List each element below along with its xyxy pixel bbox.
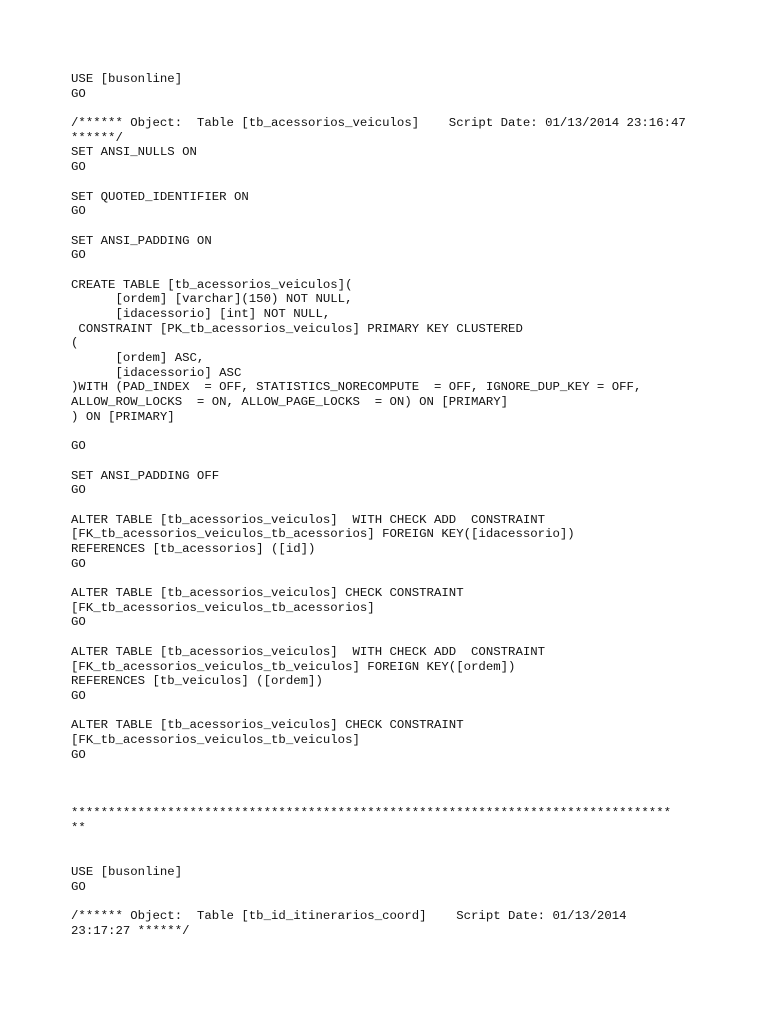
code-line xyxy=(71,895,711,910)
code-line: ALTER TABLE [tb_acessorios_veiculos] CHECK CONSTRAINT xyxy=(71,718,464,733)
code-line: GO xyxy=(71,248,86,263)
code-line: ( xyxy=(71,336,79,351)
code-line: /****** Object: Table [tb_id_itinerarios_coord] Script Date: 01/13/2014 xyxy=(71,909,627,924)
code-line xyxy=(71,454,711,469)
code-line xyxy=(71,571,711,586)
code-line: CONSTRAINT [PK_tb_acessorios_veiculos] PRIMARY KEY CLUSTERED xyxy=(71,321,523,336)
code-line: [FK_tb_acessorios_veiculos_tb_veiculos] xyxy=(71,732,360,747)
code-line: )WITH (PAD_INDEX = OFF, STATISTICS_NORECOMPUTE = OFF, IGNORE_DUP_KEY = OFF, xyxy=(71,380,642,395)
sql-script-text xyxy=(71,72,711,939)
code-line: [ordem] [varchar](150) NOT NULL, xyxy=(71,292,353,307)
code-line: SET ANSI_PADDING ON xyxy=(71,233,212,248)
code-line: ) ON [PRIMARY] xyxy=(71,409,175,424)
code-line: USE [busonline] xyxy=(71,865,183,880)
code-line: SET QUOTED_IDENTIFIER ON xyxy=(71,189,249,204)
code-line: GO xyxy=(71,879,86,894)
code-line: [FK_tb_acessorios_veiculos_tb_acessorios] xyxy=(71,600,375,615)
code-line xyxy=(71,219,711,234)
code-line: GO xyxy=(71,556,86,571)
code-line: USE [busonline] xyxy=(71,72,183,86)
code-line xyxy=(71,175,711,190)
code-line: REFERENCES [tb_acessorios] ([id]) xyxy=(71,542,316,556)
code-line xyxy=(71,762,711,777)
code-line xyxy=(71,792,711,807)
code-line: GO xyxy=(71,615,86,630)
code-line: GO xyxy=(71,483,86,498)
code-line xyxy=(71,263,711,278)
code-line: GO xyxy=(71,204,86,219)
code-line: [idacessorio] [int] NOT NULL, xyxy=(71,307,331,321)
code-line xyxy=(71,704,711,719)
code-line: REFERENCES [tb_veiculos] ([ordem]) xyxy=(71,674,323,689)
code-line xyxy=(71,836,711,851)
code-line: ** xyxy=(71,821,86,836)
code-line: ALTER TABLE [tb_acessorios_veiculos] WITH CHECK ADD CONSTRAINT xyxy=(71,512,546,527)
code-line xyxy=(71,425,711,440)
code-line: ******/ xyxy=(71,130,123,145)
code-line: [ordem] ASC, xyxy=(71,351,205,366)
code-line: GO xyxy=(71,439,86,454)
code-line: GO xyxy=(71,747,86,762)
code-line: [FK_tb_acessorios_veiculos_tb_acessorios] FOREIGN KEY([idacessorio]) xyxy=(71,527,575,542)
code-line: ALTER TABLE [tb_acessorios_veiculos] CHECK CONSTRAINT xyxy=(71,586,464,601)
code-line: ALLOW_ROW_LOCKS = ON, ALLOW_PAGE_LOCKS = ON) ON [PRIMARY] xyxy=(71,395,509,410)
code-line: CREATE TABLE [tb_acessorios_veiculos]( xyxy=(71,277,353,292)
code-line: [FK_tb_acessorios_veiculos_tb_veiculos] FOREIGN KEY([ordem]) xyxy=(71,659,516,674)
code-line xyxy=(71,850,711,865)
code-line xyxy=(71,777,711,792)
code-line: SET ANSI_PADDING OFF xyxy=(71,468,220,483)
code-line xyxy=(71,101,711,116)
code-line: 23:17:27 ******/ xyxy=(71,923,190,938)
code-line: GO xyxy=(71,86,86,101)
code-line: GO xyxy=(71,688,86,703)
code-line: ********************************************************************************* xyxy=(71,806,672,821)
code-line: /****** Object: Table [tb_acessorios_veiculos] Script Date: 01/13/2014 23:16:47 xyxy=(71,116,686,131)
code-line: ALTER TABLE [tb_acessorios_veiculos] WITH CHECK ADD CONSTRAINT xyxy=(71,644,546,659)
code-line: GO xyxy=(71,160,86,175)
code-line xyxy=(71,630,711,645)
code-line: SET ANSI_NULLS ON xyxy=(71,145,197,160)
code-line xyxy=(71,498,711,513)
code-line: [idacessorio] ASC xyxy=(71,365,242,380)
